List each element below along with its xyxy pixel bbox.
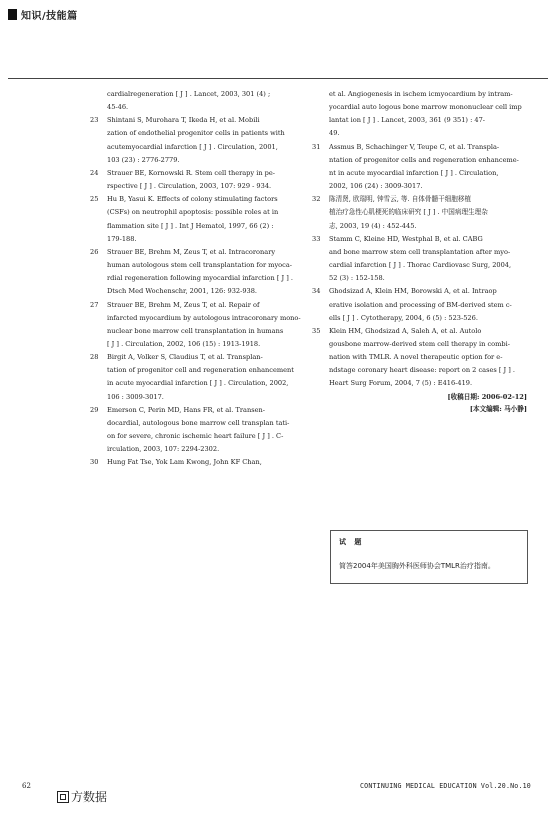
- reference-line: nuclear bone marrow cell transplantation in humans: [107, 326, 284, 335]
- watermark-text: 方数据: [71, 790, 108, 804]
- reference-line: 52 (3) : 152-158.: [329, 274, 385, 283]
- reference-line: acutemyocardial infarction [ J ] . Circulation, 2001,: [107, 142, 278, 151]
- reference-number: 30: [90, 458, 99, 467]
- reference-item: [90, 299, 305, 352]
- header-rule: [8, 78, 548, 79]
- reference-number: 33: [312, 234, 321, 243]
- reference-number: 27: [90, 300, 99, 309]
- quiz-box: [330, 530, 528, 584]
- reference-line: on for severe, chronic ischemic heart failure [ J ] . C-: [107, 432, 284, 441]
- reference-item: [90, 246, 305, 299]
- reference-item: [90, 114, 305, 167]
- reference-line: 2002, 106 (24) : 3009-3017.: [329, 182, 423, 191]
- quiz-heading: 试 题: [339, 538, 365, 546]
- received-date: [收稿日期: 2006-02-12]: [447, 392, 527, 401]
- reference-number: 25: [90, 195, 99, 204]
- header-block-icon: [8, 9, 17, 20]
- reference-line: [ J ] . Circulation, 2002, 106 (15) : 1913-1918.: [107, 339, 261, 348]
- reference-line: Dtsch Med Wochenschr, 2001, 126: 932-938.: [107, 287, 258, 296]
- reference-line: Hu B, Yasui K. Effects of colony stimulating factors: [107, 195, 278, 204]
- reference-number: 24: [90, 168, 99, 177]
- reference-number: 35: [312, 326, 321, 335]
- reference-item: [90, 456, 305, 469]
- reference-line: erative isolation and processing of BM-derived stem c-: [329, 300, 512, 309]
- reference-line: Heart Surg Forum, 2004, 7 (5) : E416-419.: [329, 379, 473, 388]
- reference-item: [312, 141, 527, 194]
- journal-footer: CONTINUING MEDICAL EDUCATION Vol.20.No.10: [360, 782, 531, 790]
- reference-number: 26: [90, 247, 99, 256]
- reference-line: 45-46.: [107, 103, 129, 112]
- reference-number: 23: [90, 116, 99, 125]
- reference-line: Strauer BE, Kornowski R. Stem cell therapy in pe-: [107, 168, 276, 177]
- reference-line: infarcted myocardium by autologous intracoronary mono-: [107, 313, 301, 322]
- watermark: [57, 788, 107, 805]
- reference-line: 106 : 3009-3017.: [107, 392, 164, 401]
- quiz-question: 简答2004年美国胸外科医师协会TMLR治疗指南。: [339, 562, 495, 570]
- reference-item: [90, 88, 305, 114]
- reference-line: nt in acute myocardial infarction [ J ] . Circulation,: [329, 168, 499, 177]
- section-title: 知识/技能篇: [21, 10, 78, 22]
- reference-line: Hung Fat Tse, Yok Lam Kwong, John KF Chan,: [107, 458, 262, 467]
- reference-line: nation with TMLR. A novel therapeutic option for e-: [329, 353, 503, 362]
- reference-line: yocardial auto logous bone marrow mononuclear cell imp: [329, 103, 522, 112]
- reference-line: Birgit A, Volker S, Claudius T, et al. Transplan-: [107, 353, 263, 362]
- reference-line: et al. Angiogenesis in ischem icmyocardium by intram-: [329, 90, 513, 98]
- reference-line: Klein HM, Ghodsizad A, Saleh A, et al. Autolo: [329, 326, 482, 335]
- reference-item: [90, 167, 305, 193]
- reference-line: irculation, 2003, 107: 2294-2302.: [107, 445, 220, 454]
- references-left-column: [90, 88, 305, 470]
- editor-credit: [本文编辑: 马小静]: [469, 404, 527, 413]
- reference-line: ndstage coronary heart disease: report on 2 cases [ J ] .: [329, 366, 516, 375]
- reference-line: Stamm C, Kleine HD, Westphal B, et al. CABG: [329, 234, 483, 243]
- references-right-column: [312, 88, 527, 415]
- page-number: 62: [22, 782, 31, 790]
- reference-line: ells [ J ] . Cytotherapy, 2004, 6 (5) : 523-526.: [329, 313, 478, 322]
- reference-line: cardial infarction [ J ] . Thorac Cardiovasc Surg, 2004,: [329, 261, 512, 270]
- reference-line: Assmus B, Schachinger V, Teupe C, et al. Transpla-: [329, 142, 500, 151]
- wanfang-logo-icon: [57, 791, 69, 803]
- reference-line: zation of endothelial progenitor cells in patients with: [107, 129, 285, 138]
- reference-line: gousbone marrow-derived stem cell therapy in combi-: [329, 339, 510, 348]
- reference-line: Strauer BE, Brehm M, Zeus T, et al. Repair of: [107, 300, 260, 309]
- reference-number: 28: [90, 353, 99, 362]
- reference-item: [90, 404, 305, 457]
- reference-line: ntation of progenitor cells and regeneration enhanceme-: [329, 155, 519, 164]
- reference-line: docardial, autologous bone marrow cell transplan tati-: [107, 418, 290, 427]
- reference-item: [90, 193, 305, 246]
- reference-number: 31: [312, 142, 321, 151]
- reference-item: [312, 233, 527, 286]
- reference-line: (CSFs) on neutrophil apoptosis: possible roles at in: [107, 208, 279, 217]
- reference-item: [312, 285, 527, 324]
- reference-number: 29: [90, 405, 99, 414]
- reference-item: [90, 351, 305, 404]
- reference-item: [312, 193, 527, 232]
- reference-line: 179-188.: [107, 234, 137, 243]
- reference-line: 103 (23) : 2776-2779.: [107, 155, 180, 164]
- reference-line: cardialregeneration [ J ] . Lancet, 2003, 301 (4) ;: [107, 90, 271, 98]
- reference-line: 49.: [329, 129, 340, 138]
- reference-line: flammation site [ J ] . Int J Hematol, 1997, 66 (2) :: [107, 221, 274, 230]
- reference-line: 陈清贤, 欧瑞明, 钟雪云, 等. 自体骨髓干细胞移植: [329, 195, 472, 204]
- reference-line: rspective [ J ] . Circulation, 2003, 107: 929 - 934.: [107, 182, 272, 191]
- reference-number: 34: [312, 287, 321, 296]
- reference-line: and bone marrow stem cell transplantation after myo-: [329, 247, 511, 256]
- reference-line: 志, 2003, 19 (4) : 452-445.: [329, 221, 417, 230]
- reference-line: rdial regeneration following myocardial infarction [ J ] .: [107, 274, 294, 283]
- reference-line: Ghodsizad A, Klein HM, Borowski A, et al. Intraop: [329, 287, 497, 296]
- reference-line: in acute myocardial infarction [ J ] . Circulation, 2002,: [107, 379, 289, 388]
- reference-line: Shintani S, Murohara T, Ikeda H, et al. Mobili: [107, 116, 260, 125]
- reference-line: human autologous stem cell transplantation for myoca-: [107, 261, 292, 270]
- reference-line: 植治疗急性心肌梗死的临床研究 [ J ] . 中国病理生理杂: [329, 208, 488, 217]
- section-header: [8, 7, 78, 21]
- reference-item: [312, 325, 527, 391]
- reference-item: [312, 88, 527, 141]
- reference-line: tation of progenitor cell and regeneration enhancement: [107, 366, 294, 375]
- reference-number: 32: [312, 195, 321, 204]
- reference-line: Strauer BE, Brehm M, Zeus T, et al. Intracoronary: [107, 247, 276, 256]
- reference-line: Emerson C, Perin MD, Hans FR, et al. Transen-: [107, 405, 265, 414]
- reference-line: lantat ion [ J ] . Lancet, 2003, 361 (9 351) : 47-: [329, 116, 486, 125]
